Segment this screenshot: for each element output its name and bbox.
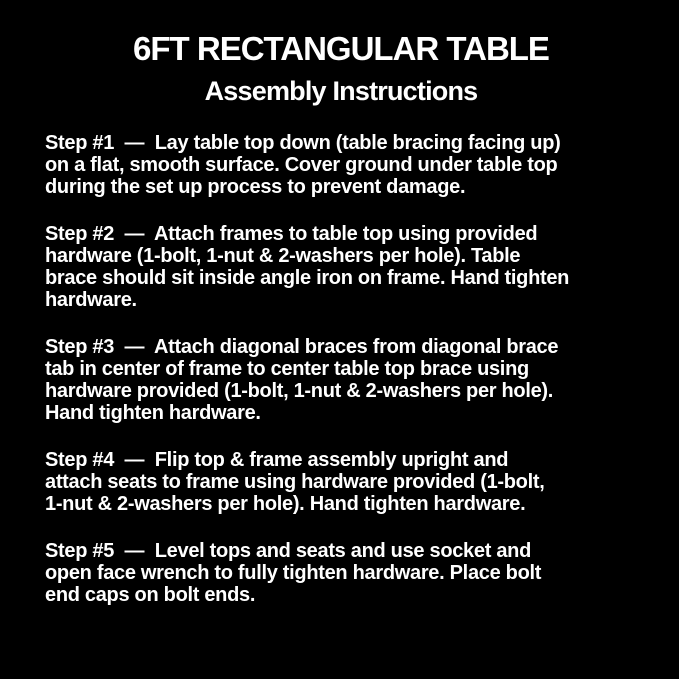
step-paragraph-2: [45, 223, 637, 311]
step-line: hardware provided (1-bolt, 1-nut & 2-washers per hole).: [45, 380, 554, 402]
step-paragraph-1: [45, 132, 637, 198]
step-line: on a flat, smooth surface. Cover ground under table top: [45, 154, 558, 176]
steps-list: [45, 132, 637, 606]
step-line: brace should sit inside angle iron on frame. Hand tighten: [45, 267, 570, 289]
step-line: hardware.: [45, 289, 137, 311]
step-line: 1-nut & 2-washers per hole). Hand tighten hardware.: [45, 493, 526, 515]
step-line: Step #5 — Level tops and seats and use socket and: [45, 540, 531, 562]
step-paragraph-4: [45, 449, 637, 515]
step-line: Step #2 — Attach frames to table top using provided: [45, 223, 538, 245]
step-line: during the set up process to prevent damage.: [45, 176, 466, 198]
step-line: Step #1 — Lay table top down (table bracing facing up): [45, 132, 561, 154]
step-line: end caps on bolt ends.: [45, 584, 256, 606]
step-line: tab in center of frame to center table top brace using: [45, 358, 529, 380]
step-line: Step #4 — Flip top & frame assembly upright and: [45, 449, 509, 471]
step-line: attach seats to frame using hardware provided (1-bolt,: [45, 471, 545, 493]
step-paragraph-5: [45, 540, 637, 606]
step-paragraph-3: [45, 336, 637, 424]
step-line: hardware (1-bolt, 1-nut & 2-washers per hole). Table: [45, 245, 521, 267]
step-line: Step #3 — Attach diagonal braces from diagonal brace: [45, 336, 559, 358]
step-line: open face wrench to fully tighten hardware. Place bolt: [45, 562, 542, 584]
step-line: Hand tighten hardware.: [45, 402, 261, 424]
page-subtitle: Assembly Instructions: [204, 76, 478, 106]
page-title: 6FT RECTANGULAR TABLE: [133, 30, 549, 67]
